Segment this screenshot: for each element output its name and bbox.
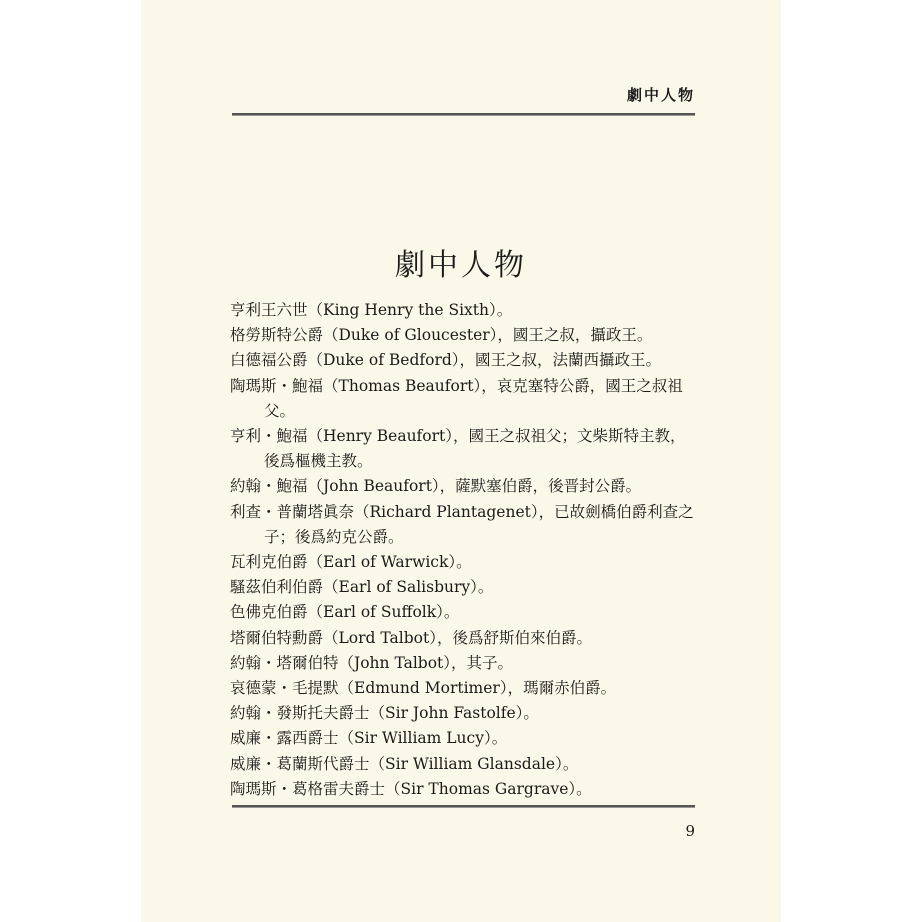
cast-entry: 塔爾伯特勳爵（Lord Talbot），後爲舒斯伯來伯爵。 (230, 628, 592, 647)
cast-entry: 白德福公爵（Duke of Bedford），國王之叔，法蘭西攝政王。 (230, 351, 662, 370)
cast-entry: 利查・普蘭塔眞奈（Richard Plantagenet），已故劍橋伯爵利查之子；後爲約克公爵。 (230, 502, 694, 546)
footer-rule (232, 805, 695, 808)
cast-entry: 瓦利克伯爵（Earl of Warwick）。 (230, 553, 472, 572)
cast-entry: 亨利・鮑福（Henry Beaufort），國王之叔祖父；文柴斯特主教，後爲樞機主教。 (230, 427, 686, 471)
cast-entry: 陶瑪斯・鮑福（Thomas Beaufort），哀克塞特公爵，國王之叔祖父。 (230, 376, 683, 420)
cast-entry: 約翰・塔爾伯特（John Talbot），其子。 (230, 653, 514, 672)
header-rule (232, 113, 695, 116)
cast-entry: 約翰・鮑福（John Beaufort），薩默塞伯爵，後晋封公爵。 (230, 477, 642, 496)
cast-entry: 色佛克伯爵（Earl of Suffolk）。 (230, 603, 460, 622)
cast-entry: 騷茲伯利伯爵（Earl of Salisbury）。 (230, 578, 494, 597)
cast-entry: 亨利王六世（King Henry the Sixth）。 (230, 301, 513, 319)
page-title: 劇中人物 (395, 248, 527, 283)
cast-entry: 哀德蒙・毛提默（Edmund Mortimer），瑪爾赤伯爵。 (230, 679, 617, 698)
cast-entry: 威廉・露西爵士（Sir William Lucy）。 (230, 729, 508, 748)
cast-entry: 格勞斯特公爵（Duke of Gloucester），國王之叔，攝政王。 (230, 326, 653, 345)
page-number: 9 (685, 822, 695, 840)
cast-entry: 陶瑪斯・葛格雷夫爵士（Sir Thomas Gargrave）。 (230, 779, 592, 798)
running-header: 劇中人物 (626, 86, 695, 104)
cast-entry: 約翰・發斯托夫爵士（Sir John Fastolfe）。 (230, 704, 539, 723)
cast-entry: 威廉・葛蘭斯代爵士（Sir William Glansdale）。 (230, 754, 579, 773)
cast-list (230, 298, 700, 802)
book-page (141, 0, 781, 922)
